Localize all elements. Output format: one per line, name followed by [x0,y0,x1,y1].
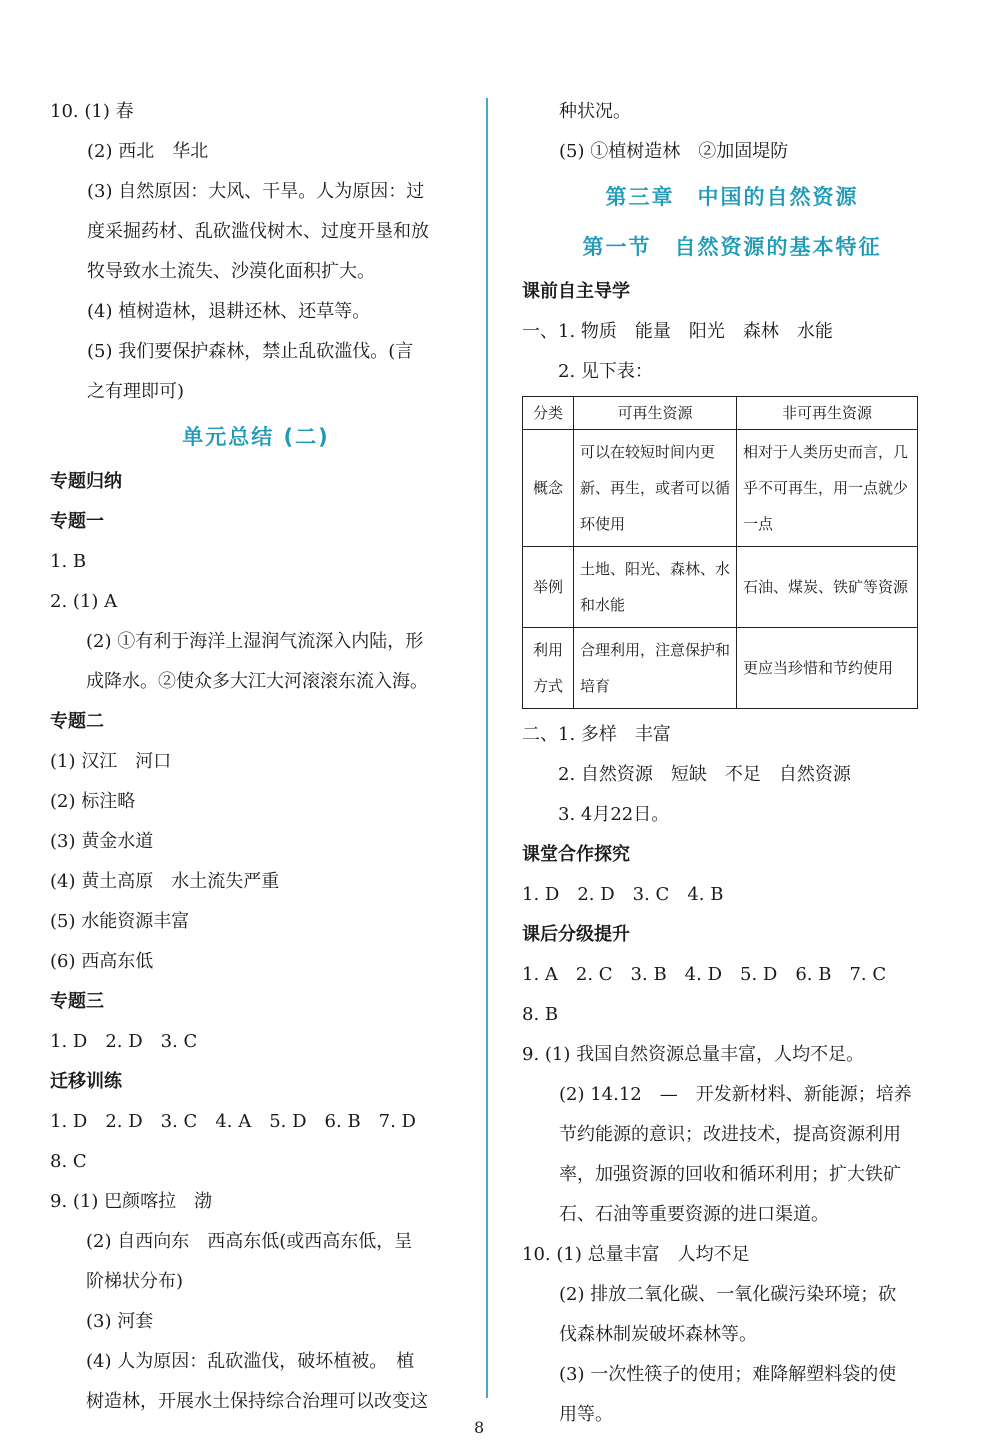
answer-line: 2. (1) A [50,591,118,612]
answer-line: 1. A 2. C 3. B 4. D 5. D 6. B 7. C [522,964,887,985]
answer-line: 石、石油等重要资源的进口渠道。 [559,1204,829,1225]
answer-line: 节约能源的意识；改进技术，提高资源利用 [559,1124,901,1145]
answer-line: 用等。 [559,1404,613,1425]
answer-line: (4) 人为原因：乱砍滥伐，破坏植被。 植 [86,1351,415,1372]
table-row [523,628,918,709]
answer-line: (5) ①植树造林 ②加固堤防 [559,141,789,162]
answer-line: 成降水。②使众多大江大河滚滚东流入海。 [86,671,428,692]
column-divider [486,98,488,1398]
answer-line: 度采掘药材、乱砍滥伐树木、过度开垦和放 [87,221,429,242]
table-cell: 可以在较短时间内更新、再生，或者可以循环使用 [574,430,737,547]
answer-line: 2. 见下表： [558,361,653,382]
answer-line: (3) 一次性筷子的使用；难降解塑料袋的使 [559,1364,897,1385]
table-header: 分类 [523,397,574,430]
answer-line: 阶梯状分布) [86,1271,184,1292]
answer-line: 树造林，开展水土保持综合治理可以改变这 [86,1391,428,1412]
table-cell: 相对于人类历史而言，几乎不可再生，用一点就少一点 [737,430,918,547]
answer-line: 1. D 2. D 3. C [50,1031,198,1052]
table-cell: 土地、阳光、森林、水和水能 [574,547,737,628]
answer-line: 牧导致水土流失、沙漠化面积扩大。 [87,261,375,282]
answer-line: (3) 自然原因：大风、干旱。人为原因：过 [87,181,425,202]
resource-table [522,396,918,709]
answer-line: (2) 排放二氧化碳、一氧化碳污染环境；砍 [559,1284,897,1305]
answer-line: (5) 我们要保护森林，禁止乱砍滥伐。(言 [87,341,414,362]
answer-line: 3. 4月22日。 [558,804,670,825]
answer-line: (5) 水能资源丰富 [50,911,190,932]
answer-line: (4) 黄土高原 水土流失严重 [50,871,280,892]
answer-line: 二、1. 多样 丰富 [522,724,671,745]
answer-line: 10. (1) 总量丰富 人均不足 [522,1244,750,1265]
subheading: 课后分级提升 [522,924,630,945]
section-heading: 第一节 自然资源的基本特征 [582,235,882,259]
answer-line: (6) 西高东低 [50,951,154,972]
answer-line: 2. 自然资源 短缺 不足 自然资源 [558,764,851,785]
section-heading: 单元总结 (二) [182,425,330,449]
table-cell: 合理利用，注意保护和培育 [574,628,737,709]
table-cell: 更应当珍惜和节约使用 [737,628,918,709]
answer-line: 种状况。 [559,101,631,122]
answer-line: (2) 自西向东 西高东低(或西高东低，呈 [86,1231,413,1252]
table-cell: 概念 [523,430,574,547]
answer-line: (3) 河套 [86,1311,154,1332]
answer-line: 率，加强资源的回收和循环利用；扩大铁矿 [559,1164,901,1185]
table-row [523,430,918,547]
answer-line: (3) 黄金水道 [50,831,154,852]
answer-line: 8. B [522,1004,559,1025]
table-cell: 举例 [523,547,574,628]
left-column [50,92,462,1422]
answer-line: (2) 西北 华北 [87,141,209,162]
answer-line: 1. D 2. D 3. C 4. A 5. D 6. B 7. D [50,1111,416,1132]
answer-line: 8. C [50,1151,87,1172]
subheading: 专题三 [50,991,104,1012]
answer-line: 1. D 2. D 3. C 4. B [522,884,724,905]
right-column-bottom [522,715,942,1435]
answer-line: (1) 汉江 河口 [50,751,172,772]
answer-line: 一、1. 物质 能量 阳光 森林 水能 [522,321,833,342]
right-column-top [522,92,942,392]
subheading: 专题二 [50,711,104,732]
answer-line: (2) 标注略 [50,791,136,812]
subheading: 迁移训练 [50,1071,122,1092]
answer-line: (2) ①有利于海洋上湿润气流深入内陆，形 [86,631,424,652]
answer-line: 伐森林制炭破坏森林等。 [559,1324,757,1345]
table-header: 可再生资源 [574,397,737,430]
answer-line: 1. B [50,551,87,572]
answer-line: 之有理即可) [87,381,185,402]
answer-line: (2) 14.12 — 开发新材料、新能源；培养 [559,1084,912,1105]
right-column [522,92,942,1435]
answer-line: (4) 植树造林，退耕还林、还草等。 [87,301,371,322]
table-header: 非可再生资源 [737,397,918,430]
table-cell: 利用方式 [523,628,574,709]
answer-line: 9. (1) 我国自然资源总量丰富，人均不足。 [522,1044,865,1065]
subheading: 课堂合作探究 [522,844,630,865]
subheading: 专题一 [50,511,104,532]
subheading: 专题归纳 [50,471,122,492]
answer-line: 10. (1) 春 [50,101,134,122]
table-row [523,547,918,628]
page-number: 8 [474,1418,485,1437]
table-cell: 石油、煤炭、铁矿等资源 [737,547,918,628]
section-heading: 第三章 中国的自然资源 [605,185,859,209]
answer-line: 9. (1) 巴颜喀拉 渤 [50,1191,213,1212]
table-header-row [523,397,918,430]
subheading: 课前自主导学 [522,281,630,302]
